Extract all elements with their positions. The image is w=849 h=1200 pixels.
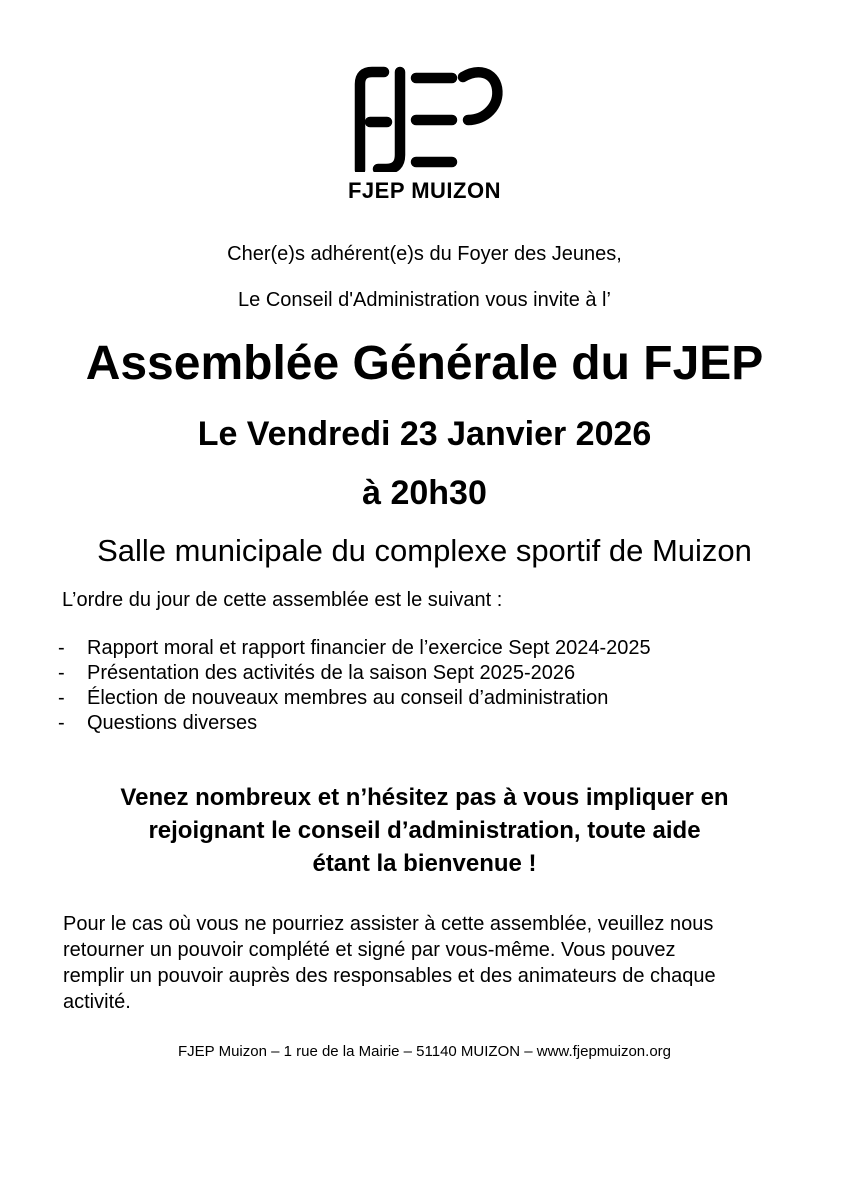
- agenda-item-text: Rapport moral et rapport financier de l’exercice Sept 2024-2025: [87, 637, 651, 659]
- agenda-item: [58, 711, 809, 736]
- appeal-line: étant la bienvenue !: [312, 850, 537, 877]
- appeal-paragraph: [0, 781, 849, 880]
- logo-caption: FJEP MUIZON: [347, 178, 501, 203]
- event-venue: Salle municipale du complexe sportif de Muizon: [97, 533, 752, 568]
- proxy-line: activité.: [63, 991, 131, 1013]
- list-dash-marker: -: [58, 637, 65, 659]
- agenda-intro: L’ordre du jour de cette assemblée est le suivant :: [62, 589, 503, 611]
- proxy-line: Pour le cas où vous ne pourriez assister à cette assemblée, veuillez nous: [63, 913, 714, 935]
- agenda-item-text: Questions diverses: [87, 712, 258, 734]
- agenda-item-text: Élection de nouveaux membres au conseil d’administration: [87, 687, 609, 709]
- list-dash-marker: -: [58, 712, 65, 734]
- list-dash-marker: -: [58, 662, 65, 684]
- event-date: Le Vendredi 23 Janvier 2026: [197, 415, 652, 453]
- fjep-logo-icon: [342, 62, 508, 172]
- invitation-line: Le Conseil d'Administration vous invite à l’: [238, 289, 611, 311]
- appeal-line: rejoignant le conseil d’administration, toute aide: [148, 817, 701, 844]
- list-dash-marker: -: [58, 687, 65, 709]
- appeal-line: Venez nombreux et n’hésitez pas à vous impliquer en: [120, 784, 729, 811]
- footer-address: FJEP Muizon – 1 rue de la Mairie – 51140 MUIZON – www.fjepmuizon.org: [178, 1043, 671, 1060]
- agenda-item-text: Présentation des activités de la saison Sept 2025-2026: [87, 662, 576, 684]
- event-time: à 20h30: [362, 474, 487, 512]
- salutation-line: Cher(e)s adhérent(e)s du Foyer des Jeunes,: [227, 243, 622, 265]
- proxy-line: remplir un pouvoir auprès des responsables et des animateurs de chaque: [63, 965, 716, 987]
- agenda-item: [58, 636, 809, 661]
- agenda-item: [58, 661, 809, 686]
- page-title: Assemblée Générale du FJEP: [85, 337, 764, 390]
- logo-p-bowl: [463, 72, 497, 120]
- agenda-list: [58, 636, 809, 736]
- proxy-paragraph: [63, 911, 793, 1015]
- agenda-item: [58, 686, 809, 711]
- proxy-line: retourner un pouvoir complété et signé par vous-même. Vous pouvez: [63, 939, 676, 961]
